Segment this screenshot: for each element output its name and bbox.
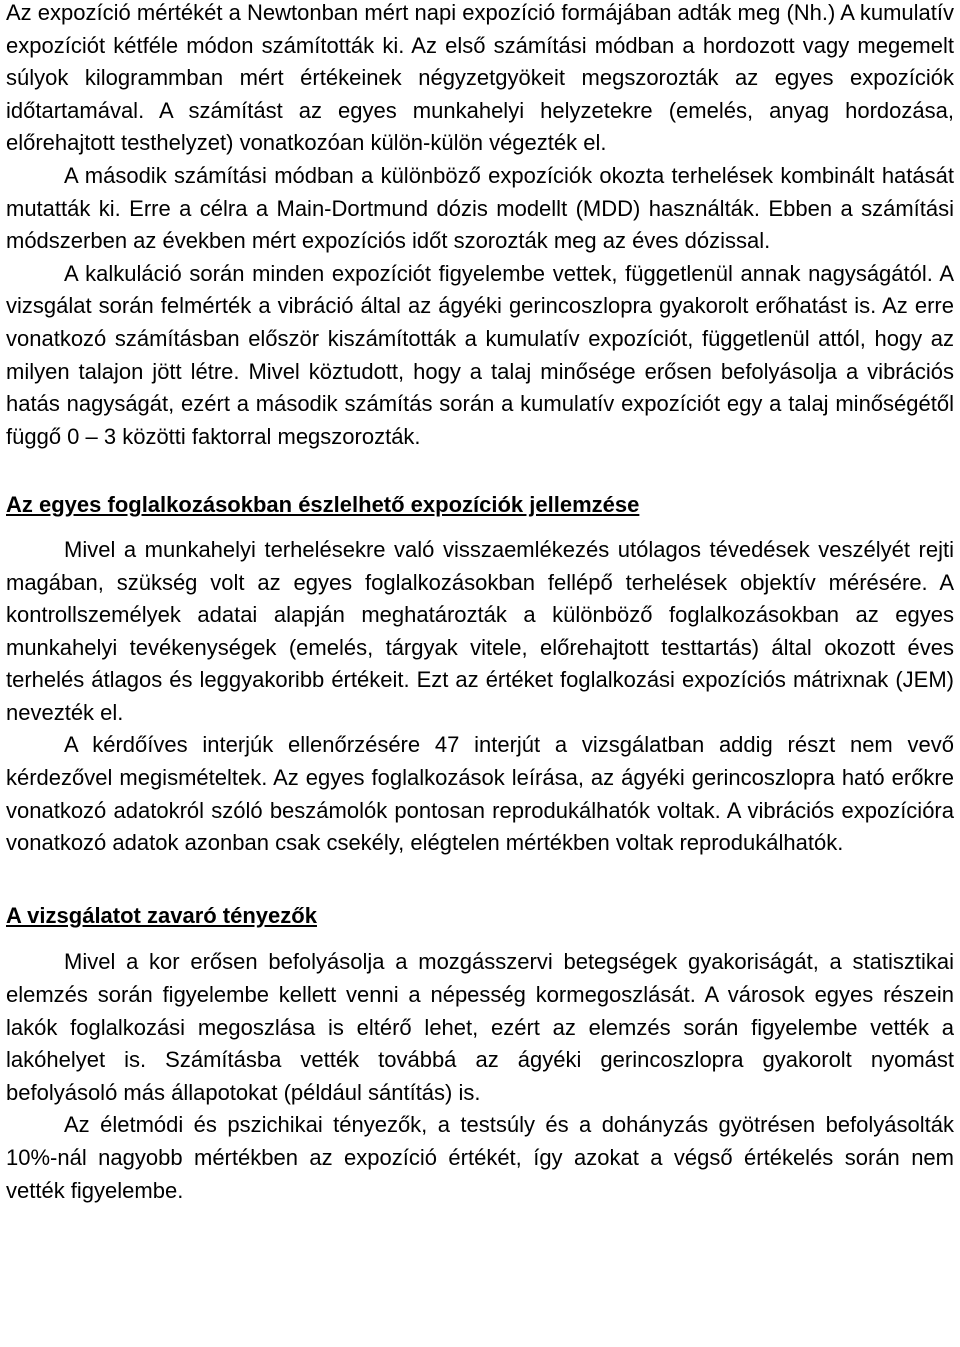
paragraph-age-distribution: Mivel a kor erősen befolyásolja a mozgásszervi betegségek gyakoriságát, a statisztikai elemzés során figyelembe kellett venni a népesség kormegoszlását. A városok egyes részein lakók foglalkozási megoszlása is eltérő lehet, ezért az elemzés során figyelembe vették a lakóhelyet is. Számításba vették továbbá az ágyéki gerincoszlopra gyakorolt nyomást befolyásoló más állapotokat (például sántítás) is.	[6, 949, 954, 1105]
paragraph-jem: Mivel a munkahelyi terhelésekre való visszaemlékezés utólagos tévedések veszélyét rejti magában, szükség volt az egyes foglalkozásokban fellépő terhelések objektív mérésére. A kontrollszemélyek adatai alapján meghatározták a különböző foglalkozásokban az egyes munkahelyi tevékenységek (emelés, tárgyak vitele, előrehajtott testtartás) által okozott éves terhelés átlagos és leggyakoribb értékeit. Ezt az értéket foglalkozási expozíciós mátrixnak (JEM) nevezték el.	[6, 536, 954, 725]
paragraph-exposure-units: Az expozíció mértékét a Newtonban mért napi expozíció formájában adták meg (Nh.) A kumulatív expozíciót kétféle módon számították ki. Az első számítási módban a hordozott vagy megemelt súlyok kilogrammban mért értékeinek négyzetgyökeit megszorozták az egyes expozíciók időtartamával. A számítást az egyes munkahelyi helyzetekre (emelés, anyag hordozása, előrehajtott testhelyzet) vonatkozóan külön-külön végezték el.	[6, 0, 954, 156]
section-heading-confounders: A vizsgálatot zavaró tényezők	[6, 902, 317, 928]
paragraph-mdd-model: A második számítási módban a különböző expozíciók okozta terhelések kombinált hatását mutatták ki. Erre a célra a Main-Dortmund dózis modellt (MDD) használták. Ebben a számítási módszerben az években mért expozíciós időt szorozták meg az éves dózissal.	[6, 162, 954, 254]
section-heading-occupations: Az egyes foglalkozásokban észlelhető expozíciók jellemzése	[6, 492, 640, 518]
paragraph-interview-check: A kérdőíves interjúk ellenőrzésére 47 interjút a vizsgálatban addig részt nem vevő kérdezővel megismételtek. Az egyes foglalkozások leírása, az ágyéki gerincoszlopra ható erőkre vonatkozó adatokról szóló beszámolók pontosan reprodukálhatók voltak. A vibrációs expozícióra vonatkozó adatok azonban csak csekély, elégtelen mértékben voltak reprodukálhatók.	[6, 732, 954, 856]
paragraph-lifestyle-factors: Az életmódi és pszichikai tényezők, a testsúly és a dohányzás gyötrésen befolyásolták 10%-nál nagyobb mértékben az expozíció értékét, így azokat a végső értékelés során nem vették figyelembe.	[6, 1112, 954, 1203]
paragraph-vibration-calculation: A kalkuláció során minden expozíciót figyelembe vettek, függetlenül annak nagyságától. A vizsgálat során felmérték a vibráció által az ágyéki gerincoszlopra gyakorolt erőhatást is. Az erre vonatkozó számításban először kiszámították a kumulatív expozíciót, függetlenül attól, hogy az milyen talajon jött létre. Mivel köztudott, hogy a talaj minősége erősen befolyásolja a vibrációs hatás nagyságát, ezért a második számítás során a kumulatív expozíciót egy a talaj minőségétől függő 0 – 3 közötti faktorral megszorozták.	[6, 260, 954, 449]
